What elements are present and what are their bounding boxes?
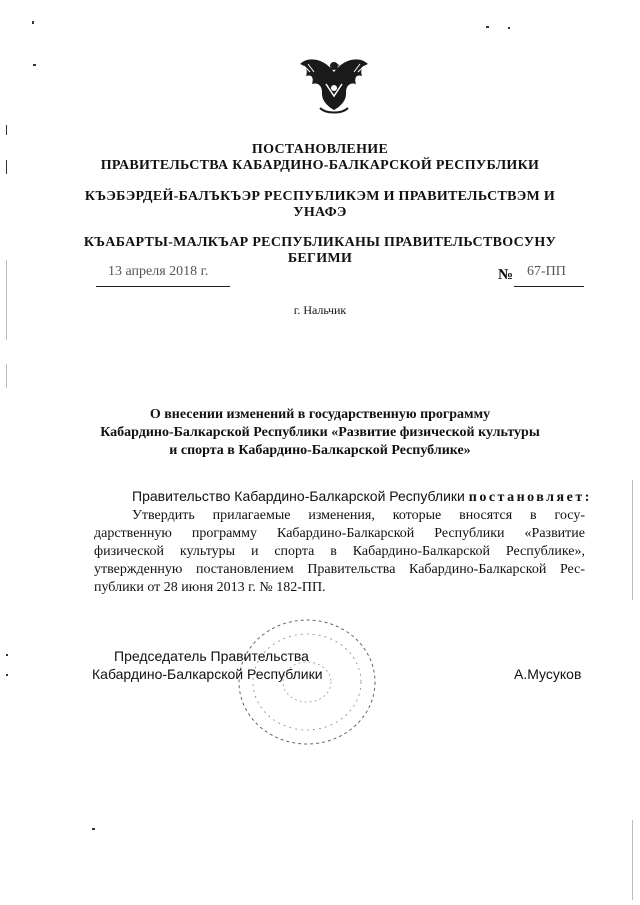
scan-speck (33, 64, 36, 66)
scan-speck (632, 820, 633, 900)
document-number: 67-ПП (527, 264, 566, 279)
paragraph-line-3: физической культуры и спорта в Кабардино-Балкарской Республике», (94, 544, 585, 559)
decree-intro-text: Правительство Кабардино-Балкарской Республики (132, 488, 465, 504)
government-name-ru: ПРАВИТЕЛЬСТВА КАБАРДИНО-БАЛКАРСКОЙ РЕСПУБЛИКИ (100, 158, 540, 173)
scan-speck (6, 260, 7, 340)
signer-position-line-1: Председатель Правительства (114, 648, 309, 664)
paragraph-line-4: утвержденную постановлением Правительства Кабардино-Балкарской Рес- (94, 562, 585, 577)
scan-speck (92, 828, 95, 830)
date-underline (96, 286, 230, 287)
scan-speck (6, 364, 7, 388)
scan-speck (6, 654, 8, 656)
scan-speck (6, 125, 7, 135)
paragraph-line-5: публики от 28 июня 2013 г. № 182-ПП. (94, 580, 326, 595)
government-name-kbd-line2: УНАФЭ (293, 205, 347, 220)
signer-name: А.Мусуков (514, 666, 582, 682)
round-seal-stamp (232, 612, 382, 752)
number-label: № (498, 267, 514, 283)
number-underline (514, 286, 584, 287)
document-date: 13 апреля 2018 г. (108, 264, 209, 279)
subject-line-2: Кабардино-Балкарской Республики «Развитие физической культуры (100, 425, 540, 440)
decree-word: постановляет: (468, 490, 592, 505)
paragraph-line-2: дарственную программу Кабардино-Балкарской Республики «Развитие (94, 526, 585, 541)
paragraph-line-1: Утвердить прилагаемые изменения, которые вносятся в госу- (132, 508, 585, 523)
government-name-krc-line2: БЕГИМИ (287, 251, 353, 266)
coat-of-arms-emblem (296, 50, 372, 116)
subject-line-3: и спорта в Кабардино-Балкарской Республике» (169, 443, 471, 458)
signer-position-line-2: Кабардино-Балкарской Республики (92, 666, 323, 682)
scan-speck (486, 26, 489, 28)
subject-line-1: О внесении изменений в государственную программу (149, 407, 491, 422)
city: г. Нальчик (293, 303, 347, 317)
scan-speck (508, 27, 510, 29)
government-name-krc-line1: КЪАБАРТЫ-МАЛКЪАР РЕСПУБЛИКАНЫ ПРАВИТЕЛЬСТВОСУНУ (83, 235, 557, 250)
scan-speck (6, 674, 8, 676)
document-title: ПОСТАНОВЛЕНИЕ (251, 142, 389, 157)
scan-speck (32, 21, 34, 24)
government-name-kbd-line1: КЪЭБЭРДЕЙ-БАЛЪКЪЭР РЕСПУБЛИКЭМ И ПРАВИТЕЛЬСТВЭМ И (84, 189, 556, 204)
scan-speck (6, 160, 7, 174)
decree-intro (132, 487, 592, 507)
scan-speck (632, 480, 633, 600)
